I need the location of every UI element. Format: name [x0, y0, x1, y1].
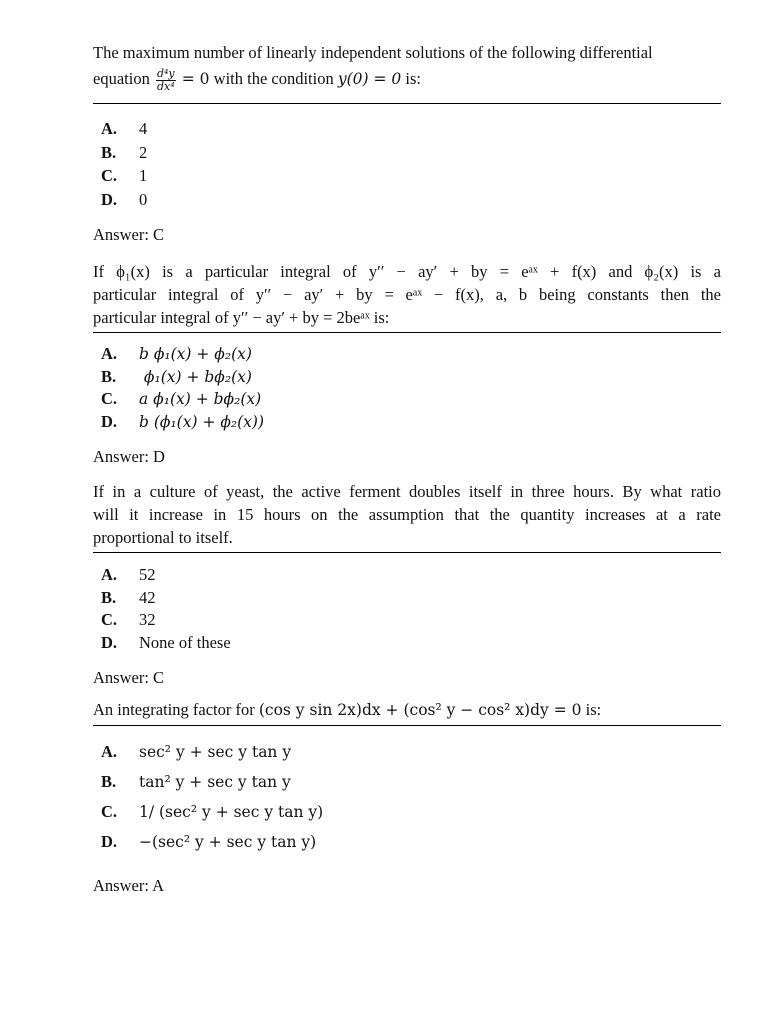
option-value: tan² y + sec y tan y — [139, 773, 291, 791]
question-1-line-1: The maximum number of linearly independent solutions of the following differential — [93, 43, 653, 62]
answer-text: Answer: C — [93, 668, 165, 687]
question-2-text — [93, 260, 721, 329]
divider — [93, 103, 721, 104]
question-4-equation: (cos y sin 2x)dx + (cos² y − cos² x)dy = 0 — [258, 701, 582, 719]
option-value: 32 — [139, 610, 156, 629]
option-letter: C. — [101, 166, 118, 185]
option-letter: D. — [101, 832, 118, 851]
option-letter: D. — [101, 411, 118, 431]
option-value: 52 — [139, 565, 156, 584]
option-b[interactable] — [101, 767, 721, 797]
option-letter: B. — [101, 587, 117, 607]
option-letter: C. — [101, 610, 118, 629]
option-letter: C. — [101, 389, 118, 408]
answer-text: Answer: A — [93, 876, 165, 895]
question-3-line-1: If in a culture of yeast, the active ferment doubles itself in three hours. By what ratio — [93, 482, 721, 501]
option-value: ϕ₁(x) + bϕ₂(x) — [139, 367, 252, 386]
option-letter: A. — [101, 344, 118, 363]
question-3-line-3: proportional to itself. — [93, 528, 233, 547]
question-1 — [93, 38, 721, 246]
fraction-numerator: d⁴y — [156, 66, 175, 80]
options-list — [93, 117, 721, 211]
option-value: 1/ (sec² y + sec y tan y) — [139, 803, 324, 821]
divider — [93, 332, 721, 333]
option-a[interactable] — [101, 564, 721, 587]
option-b[interactable] — [101, 141, 721, 165]
option-d[interactable] — [101, 632, 721, 655]
question-end: is: — [405, 69, 421, 88]
option-value: b ϕ₁(x) + ϕ₂(x) — [139, 345, 252, 363]
option-letter: A. — [101, 742, 118, 761]
option-value: sec² y + sec y tan y — [139, 743, 292, 761]
option-letter: A. — [101, 119, 118, 138]
question-page — [93, 38, 721, 897]
question-2 — [93, 260, 721, 468]
condition-math: y(0) = 0 — [337, 70, 402, 88]
option-a[interactable] — [101, 343, 721, 366]
option-c[interactable] — [101, 797, 721, 827]
question-2-line-1: If ϕ₁(x) is a particular integral of y′′ − ay′ + by = eᵃˣ + f(x) and ϕ₂(x) is a — [93, 262, 721, 281]
question-4-text — [93, 698, 721, 722]
option-letter: A. — [101, 565, 118, 584]
divider — [93, 552, 721, 553]
options-list — [93, 343, 721, 433]
option-d[interactable] — [101, 827, 721, 857]
question-end: is: — [585, 700, 602, 719]
question-3 — [93, 480, 721, 689]
option-a[interactable] — [101, 737, 721, 767]
option-letter: D. — [101, 189, 118, 209]
question-1-text — [93, 38, 721, 100]
answer-text: Answer: C — [93, 225, 165, 244]
question-2-line-2: particular integral of y′′ − ay′ + by = eᵃˣ − f(x), a, b being constants then the — [93, 285, 721, 304]
option-value: 42 — [139, 587, 156, 607]
question-1-line-2 — [93, 66, 721, 93]
option-letter: B. — [101, 366, 117, 386]
options-list — [93, 737, 721, 857]
option-value: 4 — [139, 119, 148, 138]
option-d[interactable] — [101, 411, 721, 434]
option-b[interactable] — [101, 587, 721, 610]
question-3-line-2: will it increase in 15 hours on the assumption that the quantity increases at a rate — [93, 505, 721, 524]
option-a[interactable] — [101, 117, 721, 141]
question-3-text — [93, 480, 721, 549]
option-c[interactable] — [101, 164, 721, 188]
fraction-denominator: dx⁴ — [156, 79, 175, 93]
option-letter: C. — [101, 802, 118, 821]
option-value: 1 — [139, 166, 148, 185]
question-2-line-3: particular integral of y′′ − ay′ + by = 2beᵃˣ is: — [93, 308, 390, 327]
option-value: None of these — [139, 632, 231, 652]
option-value: 0 — [139, 189, 148, 209]
option-letter: D. — [101, 632, 118, 652]
equation-word: equation — [93, 69, 150, 88]
options-list — [93, 564, 721, 654]
option-b[interactable] — [101, 366, 721, 389]
option-value: a ϕ₁(x) + bϕ₂(x) — [139, 390, 262, 408]
answer-text: Answer: D — [93, 447, 165, 466]
option-letter: B. — [101, 142, 117, 162]
question-4 — [93, 698, 721, 897]
option-c[interactable] — [101, 609, 721, 632]
condition-text: with the condition — [213, 69, 334, 88]
option-value: b (ϕ₁(x) + ϕ₂(x)) — [139, 412, 265, 431]
derivative-fraction — [156, 68, 176, 93]
divider — [93, 725, 721, 726]
question-4-prefix: An integrating factor for — [93, 700, 255, 719]
option-value: −(sec² y + sec y tan y) — [139, 833, 317, 851]
option-c[interactable] — [101, 388, 721, 411]
equals-zero: = 0 — [181, 70, 210, 88]
option-letter: B. — [101, 772, 117, 791]
option-d[interactable] — [101, 188, 721, 212]
option-value: 2 — [139, 142, 148, 162]
